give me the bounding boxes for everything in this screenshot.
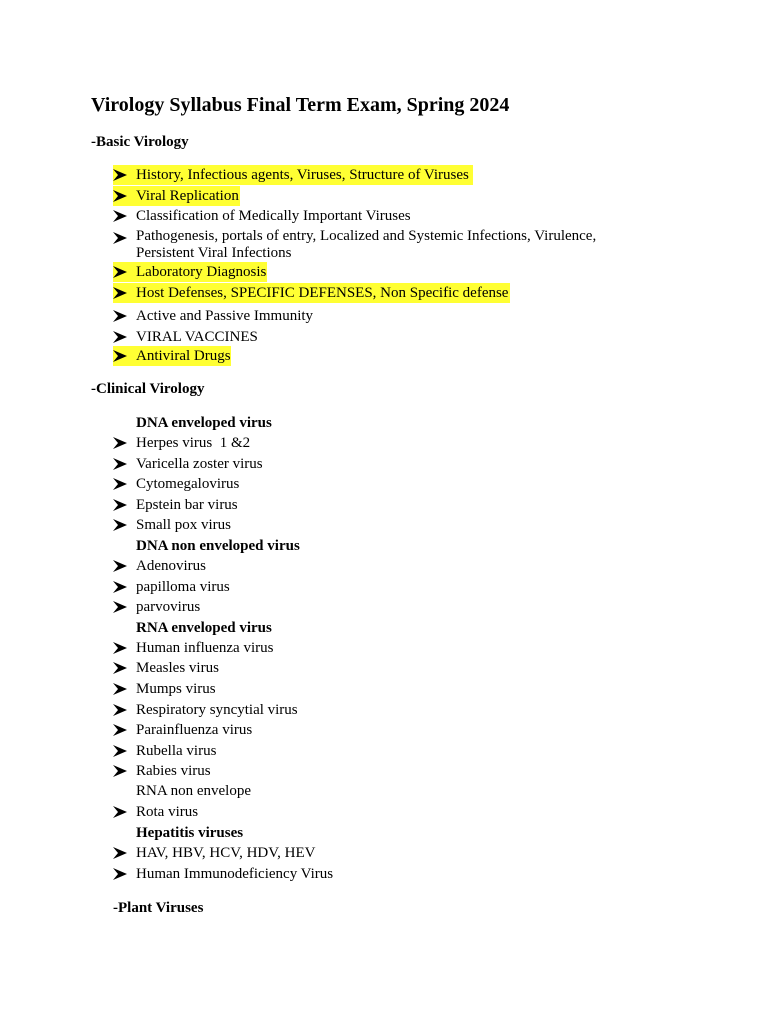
arrow-bullet-icon	[113, 186, 127, 206]
subheading-hepatitis-viruses: Hepatitis viruses	[136, 825, 244, 841]
arrow-bullet-icon	[113, 262, 127, 282]
list-item: Viral Replication	[113, 186, 240, 206]
arrow-bullet-icon	[113, 720, 127, 740]
arrow-bullet-icon	[113, 306, 127, 326]
document-page: Virology Syllabus Final Term Exam, Spring 2024 -Basic Virology History, Infectious agents, Viruses, Structure of Viruses Viral Replication Classification of Medically Important Viruses Pathogenesis, portals of entry, Localized and Systemic Infections, Virulence, Persistent Viral Infections Laboratory Diagnosis Host Defenses, SPECIFIC DEFENSES, Non Specific defense Active and Passive Immunity VIRAL VACCINES Antiviral Drugs -Clinical Virology DNA enveloped virus Herpes virus 1 &2 Varicella zoster virus Cytomegalovirus Epstein bar virus Small pox virus DNA non enveloped virus Adenovirus papilloma virus parvovirus RNA enveloped virus Human influenza virus Measles virus Mumps virus Respiratory syncytial virus Parainfluenza virus Rubella virus Rabies virus RNA non envelope Rota virus Hepatitis viruses HAV, HBV, HCV, HDV, HEV Human Immunodeficiency Virus -Plant Viruses	[0, 0, 768, 1024]
arrow-bullet-icon	[113, 679, 127, 699]
list-item: Laboratory Diagnosis	[113, 262, 267, 282]
arrow-bullet-icon	[113, 741, 127, 761]
arrow-bullet-icon	[113, 556, 127, 576]
arrow-bullet-icon	[113, 638, 127, 658]
arrow-bullet-icon	[113, 700, 127, 720]
arrow-bullet-icon	[113, 495, 127, 515]
arrow-bullet-icon	[113, 228, 127, 248]
arrow-bullet-icon	[113, 597, 127, 617]
arrow-bullet-icon	[113, 283, 127, 303]
arrow-bullet-icon	[113, 802, 127, 822]
subheading-dna-non-enveloped: DNA non enveloped virus	[136, 538, 300, 554]
subheading-rna-enveloped: RNA enveloped virus	[136, 620, 272, 636]
arrow-bullet-icon	[113, 165, 127, 185]
subheading-dna-enveloped: DNA enveloped virus	[136, 415, 272, 431]
arrow-bullet-icon	[113, 327, 127, 347]
arrow-bullet-icon	[113, 515, 127, 535]
section-heading-plant-viruses: -Plant Viruses	[113, 900, 204, 916]
arrow-bullet-icon	[113, 658, 127, 678]
arrow-bullet-icon	[113, 843, 127, 863]
arrow-bullet-icon	[113, 433, 127, 453]
section-heading-clinical-virology: -Clinical Virology	[91, 381, 205, 397]
subheading-rna-non-envelope: RNA non envelope	[136, 783, 251, 799]
list-item: Antiviral Drugs	[113, 346, 231, 366]
arrow-bullet-icon	[113, 577, 127, 597]
arrow-bullet-icon	[113, 761, 127, 781]
document-title: Virology Syllabus Final Term Exam, Spring 2024	[91, 94, 510, 116]
list-item: Host Defenses, SPECIFIC DEFENSES, Non Specific defense	[113, 283, 510, 303]
arrow-bullet-icon	[113, 346, 127, 366]
list-item: Pathogenesis, portals of entry, Localized and Systemic Infections, Virulence, Persistent Viral Infections	[113, 228, 633, 264]
list-item: History, Infectious agents, Viruses, Structure of Viruses	[113, 165, 473, 185]
section-heading-basic-virology: -Basic Virology	[91, 134, 189, 150]
arrow-bullet-icon	[113, 454, 127, 474]
arrow-bullet-icon	[113, 474, 127, 494]
arrow-bullet-icon	[113, 206, 127, 226]
arrow-bullet-icon	[113, 864, 127, 884]
